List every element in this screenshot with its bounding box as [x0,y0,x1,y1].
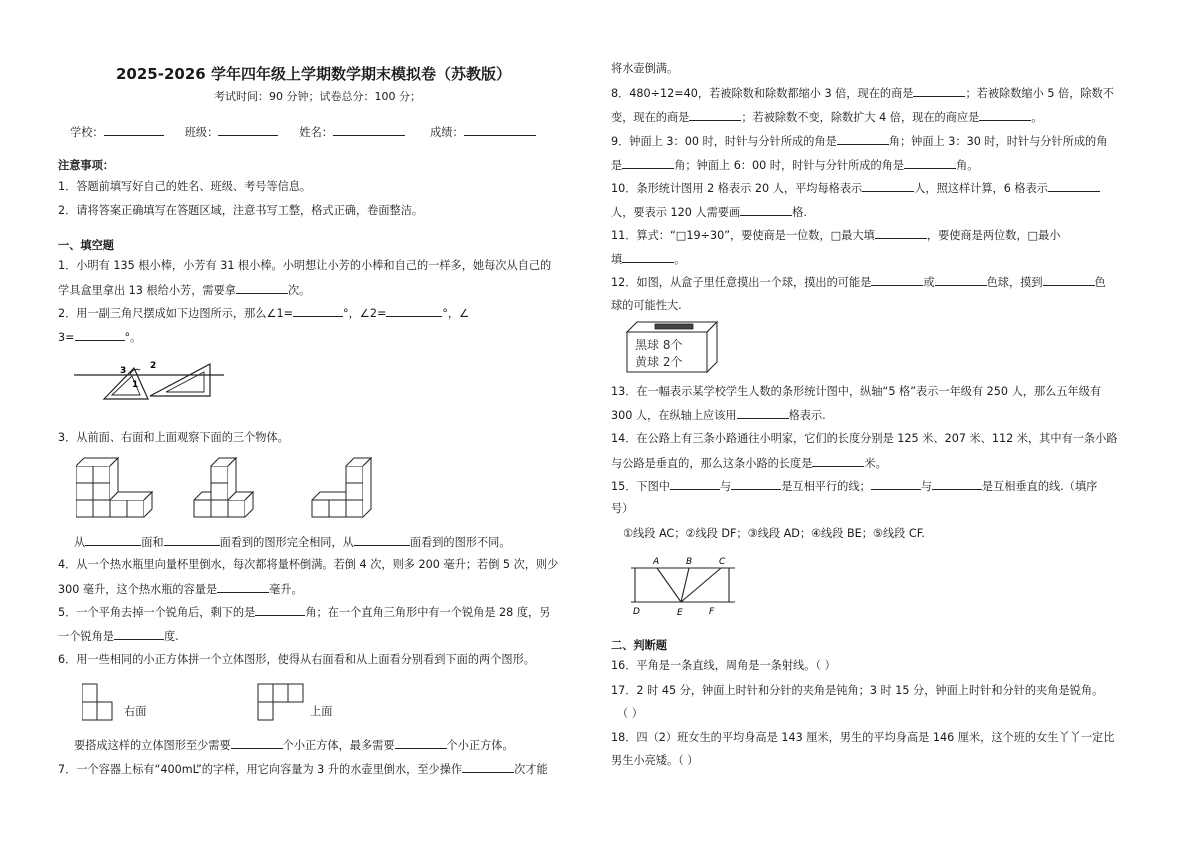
q8-line2: 变，现在的商是 ；若被除数不变，除数扩大 4 倍，现在的商应是 。 [611,111,1043,124]
q3-line1: 3．从前面、右面和上面观察下面的三个物体。 [58,431,289,444]
answer-blank[interactable] [740,204,792,216]
q5-line1: 5．一个平角去掉一个锐角后，剩下的是 角；在一个直角三角形中有一个锐角是 28 度，另 [58,606,551,619]
box-label: 黄球 2个 [635,355,683,369]
answer-blank[interactable] [622,251,674,263]
answer-blank[interactable] [670,478,720,490]
section-heading-judge: 二、判断题 [611,639,667,652]
answer-blank[interactable] [1043,274,1095,286]
q5-line2: 一个锐角是 度. [58,630,179,643]
q18-line2: 男生小亮矮。（ ） [611,754,699,767]
answer-blank[interactable] [731,478,781,490]
top-view-label: 上面 [310,705,333,718]
q6-line2: 要搭成这样的立体图形至少需要 个小正方体，最多需要 个小正方体。 [74,739,514,752]
cube-object [194,458,253,517]
answer-blank[interactable] [231,737,283,749]
notes-heading: 注意事项： [58,159,114,172]
exam-subtitle: 考试时间：90 分钟；试卷总分：100 分； [214,90,421,103]
answer-blank[interactable] [75,329,125,341]
info-fields [70,124,536,141]
right-view-shape [82,684,112,720]
class-label: 班级： [184,126,219,139]
cube-object [312,458,371,517]
q12-line2: 球的可能性大. [611,299,682,312]
q4-line1: 4．从一个热水瓶里向量杯里倒水，每次都将量杯倒满。若倒 4 次，则多 200 毫升；若倒 5 次，则少 [58,558,559,571]
cube-stacks-figure [76,452,546,520]
answer-blank[interactable] [862,180,914,192]
q7-line1: 7．一个容器上标有“400mL”的字样，用它向容量为 3 升的水壶里倒水，至少操作 次才能 [58,763,548,776]
cube-object [76,458,152,517]
answer-blank[interactable] [293,305,343,317]
answer-blank[interactable] [913,85,965,97]
q15-line2: 号） [611,502,634,515]
note-item: 2．请将答案正确填写在答题区域，注意书写工整，格式正确，卷面整洁。 [58,204,424,217]
q2-line1: 2．用一副三角尺摆成如下边图所示，那么∠1= °，∠2= °，∠ [58,307,470,320]
answer-blank[interactable] [217,581,269,593]
q16-line1: 16．平角是一条直线，周角是一条射线。（ ） [611,659,836,672]
score-blank[interactable] [464,124,536,136]
triangle-ruler-figure [74,356,246,402]
name-blank[interactable] [333,124,405,136]
q10-line2: 人，要表示 120 人需要画 格. [611,206,807,219]
answer-blank[interactable] [354,534,410,546]
right-view-label: 右面 [124,705,147,718]
section-heading-fill: 一、填空题 [58,239,114,252]
answer-blank[interactable] [622,157,674,169]
q14-line2: 与公路是垂直的，那么这条小路的长度是 米。 [611,457,887,470]
q9-line1: 9．钟面上 3：00 时，时针与分针所成的角是 角；钟面上 3：30 时，时针与分针所成的角 [611,135,1108,148]
q17-line2: （ ） [617,707,643,720]
note-item: 1．答题前填写好自己的姓名、班级、考号等信息。 [58,180,312,193]
point-label: B [686,557,693,567]
q12-line1: 12．如图，从盒子里任意摸出一个球，摸出的可能是 或 色球，摸到 色 [611,276,1106,289]
q6-line1: 6．用一些相同的小正方体拼一个立体图形，使得从右面看和从上面看分别看到下面的两个图形。 [58,653,535,666]
q15-options: ①线段 AC；②线段 DF；③线段 AD；④线段 BE；⑤线段 CF. [623,527,925,540]
answer-blank[interactable] [395,737,447,749]
answer-blank[interactable] [164,534,220,546]
q17-line1: 17．2 时 45 分，钟面上时针和分针的夹角是钝角；3 时 15 分，钟面上时针和分针的夹角是锐角。 [611,684,1104,697]
q8-line1: 8．480÷12=40，若被除数和除数都缩小 3 倍，现在的商是 ；若被除数缩小 5 倍，除数不 [611,87,1114,100]
answer-blank[interactable] [935,274,987,286]
q9-line2: 是 角；钟面上 6：00 时，时针与分针所成的角是 角。 [611,159,979,172]
angle-label: 3 [120,366,127,376]
q10-line1: 10．条形统计图用 2 格表示 20 人，平均每格表示 人，照这样计算，6 格表示 [611,180,1100,197]
q13-line2: 300 人，在纵轴上应该用 格表示. [611,409,826,422]
angle-label: 2 [150,361,157,371]
answer-blank[interactable] [812,455,864,467]
answer-blank[interactable] [1048,180,1100,192]
q13-line1: 13．在一幅表示某学校学生人数的条形统计图中，纵轴“5 格”表示一年级有 250 人，那么五年级有 [611,385,1102,398]
answer-blank[interactable] [875,227,927,239]
box-label: 黑球 8个 [635,338,683,352]
class-blank[interactable] [218,124,278,136]
answer-blank[interactable] [871,274,923,286]
q1-line2: 学具盒里拿出 13 根给小芳，需要拿 次。 [58,284,311,297]
answer-blank[interactable] [255,604,305,616]
name-label: 姓名： [299,126,333,139]
point-label: F [709,607,715,617]
point-label: C [719,557,726,567]
exam-title: 2025-2026 学年四年级上学期数学期末模拟卷（苏教版） [116,65,511,83]
answer-blank[interactable] [737,407,789,419]
answer-blank[interactable] [979,109,1031,121]
answer-blank[interactable] [386,305,442,317]
q3-line2: 从 面和 面看到的图形完全相同，从 面看到的图形不同。 [74,536,511,549]
answer-blank[interactable] [871,478,921,490]
angle-label: 1 [132,380,139,390]
q7-line2: 将水壶倒满。 [611,62,679,75]
answer-blank[interactable] [837,133,889,145]
q18-line1: 18．四（2）班女生的平均身高是 143 厘米，男生的平均身高是 146 厘米，这个班的女生丫丫一定比 [611,731,1115,744]
answer-blank[interactable] [114,628,164,640]
ball-box-figure [625,320,735,374]
q1-line1: 1．小明有 135 根小棒，小芳有 31 根小棒。小明想让小芳的小棒和自己的一样多，她每次从自己的 [58,259,552,272]
answer-blank[interactable] [904,157,956,169]
answer-blank[interactable] [236,282,288,294]
q11-line1: 11．算式：“□19÷30”，要使商是一位数，□最大填 ，要使商是两位数，□最小 [611,229,1061,242]
q15-line1: 15．下图中 与 是互相平行的线； 与 是互相垂直的线.（填序 [611,480,1098,493]
q4-line2: 300 毫升，这个热水瓶的容量是 毫升。 [58,583,303,596]
q11-line2: 填 。 [611,253,686,266]
answer-blank[interactable] [932,478,982,490]
point-label: A [653,557,660,567]
q2-line2: 3= °。 [58,331,142,344]
lines-figure [625,552,741,618]
answer-blank[interactable] [85,534,141,546]
point-label: D [633,607,640,617]
score-label: 成绩： [430,126,464,139]
point-label: E [677,608,683,618]
school-blank[interactable] [104,124,164,136]
q14-line1: 14．在公路上有三条小路通往小明家，它们的长度分别是 125 米、207 米、112 米，其中有一条小路 [611,432,1118,445]
answer-blank[interactable] [689,109,741,121]
answer-blank[interactable] [462,761,514,773]
top-view-shape [258,684,303,720]
school-label: 学校： [70,126,104,139]
